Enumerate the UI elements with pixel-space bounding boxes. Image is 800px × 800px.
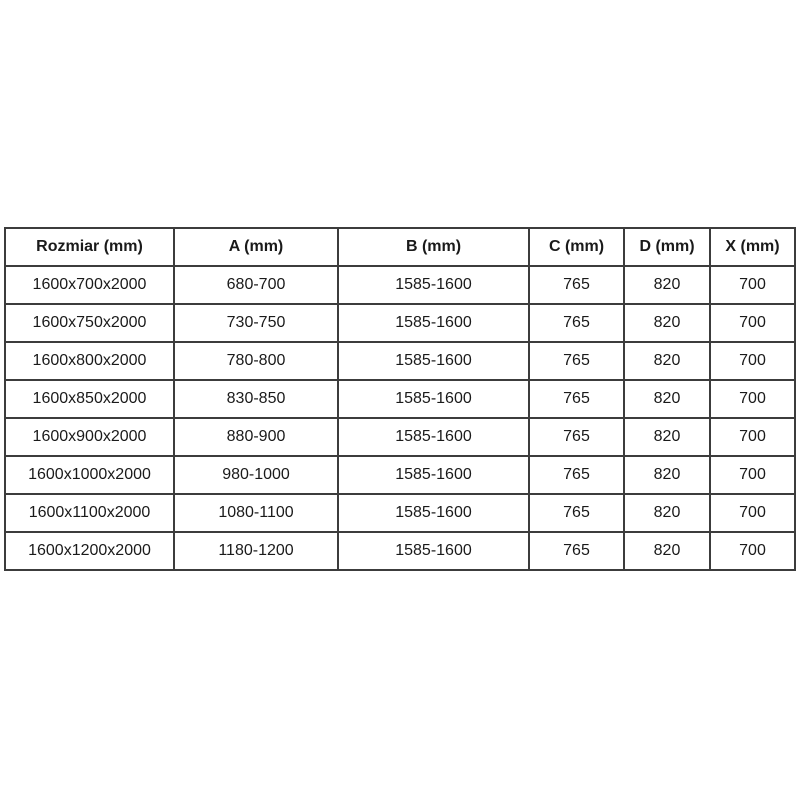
column-header-c: C (mm) <box>529 228 624 266</box>
column-header-a: A (mm) <box>174 228 338 266</box>
cell-c: 765 <box>529 342 624 380</box>
cell-x: 700 <box>710 456 795 494</box>
cell-a: 1080-1100 <box>174 494 338 532</box>
cell-c: 765 <box>529 456 624 494</box>
cell-x: 700 <box>710 418 795 456</box>
cell-rozmiar: 1600x850x2000 <box>5 380 174 418</box>
cell-d: 820 <box>624 456 710 494</box>
cell-x: 700 <box>710 342 795 380</box>
cell-b: 1585-1600 <box>338 342 529 380</box>
cell-d: 820 <box>624 342 710 380</box>
cell-rozmiar: 1600x800x2000 <box>5 342 174 380</box>
column-header-b: B (mm) <box>338 228 529 266</box>
cell-a: 730-750 <box>174 304 338 342</box>
cell-a: 780-800 <box>174 342 338 380</box>
cell-d: 820 <box>624 304 710 342</box>
cell-a: 1180-1200 <box>174 532 338 570</box>
cell-c: 765 <box>529 380 624 418</box>
cell-d: 820 <box>624 532 710 570</box>
cell-rozmiar: 1600x1100x2000 <box>5 494 174 532</box>
cell-a: 880-900 <box>174 418 338 456</box>
cell-b: 1585-1600 <box>338 494 529 532</box>
column-header-rozmiar: Rozmiar (mm) <box>5 228 174 266</box>
cell-d: 820 <box>624 494 710 532</box>
cell-rozmiar: 1600x1200x2000 <box>5 532 174 570</box>
cell-rozmiar: 1600x750x2000 <box>5 304 174 342</box>
cell-c: 765 <box>529 494 624 532</box>
cell-a: 830-850 <box>174 380 338 418</box>
cell-rozmiar: 1600x1000x2000 <box>5 456 174 494</box>
cell-x: 700 <box>710 380 795 418</box>
cell-x: 700 <box>710 494 795 532</box>
cell-c: 765 <box>529 532 624 570</box>
cell-x: 700 <box>710 532 795 570</box>
header-row <box>5 228 795 266</box>
cell-a: 680-700 <box>174 266 338 304</box>
cell-b: 1585-1600 <box>338 456 529 494</box>
cell-b: 1585-1600 <box>338 304 529 342</box>
cell-c: 765 <box>529 418 624 456</box>
column-header-d: D (mm) <box>624 228 710 266</box>
cell-b: 1585-1600 <box>338 266 529 304</box>
table-row <box>5 304 795 342</box>
cell-b: 1585-1600 <box>338 380 529 418</box>
table-row <box>5 532 795 570</box>
cell-c: 765 <box>529 304 624 342</box>
table-row <box>5 342 795 380</box>
cell-d: 820 <box>624 418 710 456</box>
cell-a: 980-1000 <box>174 456 338 494</box>
table-row <box>5 266 795 304</box>
cell-x: 700 <box>710 266 795 304</box>
table-row <box>5 494 795 532</box>
cell-rozmiar: 1600x700x2000 <box>5 266 174 304</box>
cell-d: 820 <box>624 380 710 418</box>
cell-b: 1585-1600 <box>338 418 529 456</box>
cell-d: 820 <box>624 266 710 304</box>
table-row <box>5 418 795 456</box>
dimensions-table <box>4 227 796 571</box>
table-row <box>5 380 795 418</box>
cell-b: 1585-1600 <box>338 532 529 570</box>
table-row <box>5 456 795 494</box>
cell-rozmiar: 1600x900x2000 <box>5 418 174 456</box>
cell-x: 700 <box>710 304 795 342</box>
column-header-x: X (mm) <box>710 228 795 266</box>
cell-c: 765 <box>529 266 624 304</box>
